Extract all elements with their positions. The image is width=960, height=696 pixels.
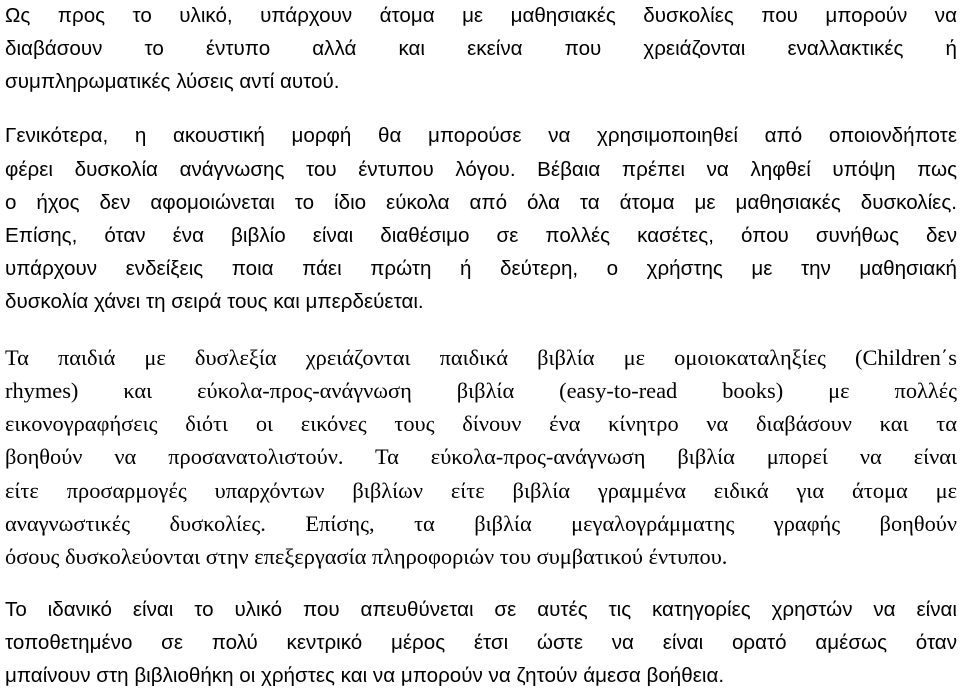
text-line: τοποθετημένο σε πολύ κεντρικό μέρος έτσι ώστε να είναι ορατό αμέσως όταν bbox=[5, 631, 957, 654]
text-line: Επίσης, όταν ένα βιβλίο είναι διαθέσιμο σε πολλές κασέτες, όπου συνήθως δεν bbox=[5, 224, 957, 247]
text-line: Το ιδανικό είναι το υλικό που απευθύνεται σε αυτές τις κατηγορίες χρηστών να είναι bbox=[5, 598, 957, 621]
text-line: διαβάσουν το έντυπο αλλά και εκείνα που χρειάζονται εναλλακτικές ή bbox=[5, 37, 957, 60]
text-line: Ως προς το υλικό, υπάρχουν άτομα με μαθησιακές δυσκολίες που μπορούν να bbox=[5, 4, 957, 27]
text-line: rhymes) και εύκολα-προς-ανάγνωση βιβλία (easy-to-read books) με πολλές bbox=[5, 378, 957, 403]
text-line: Τα παιδιά με δυσλεξία χρειάζονται παιδικά βιβλία με ομοιοκαταληξίες (Children΄s bbox=[5, 345, 957, 370]
text-line: εικονογραφήσεις διότι οι εικόνες τους δίνουν ένα κίνητρο να διαβάσουν και τα bbox=[5, 411, 957, 436]
text-line: υπάρχουν ενδείξεις ποια πάει πρώτη ή δεύτερη, ο χρήστης με την μαθησιακή bbox=[5, 257, 957, 280]
text-line: δυσκολία χάνει τη σειρά τους και μπερδεύεται. bbox=[5, 290, 424, 313]
text-line: είτε προσαρμογές υπαρχόντων βιβλίων είτε βιβλία γραμμένα ειδικά για άτομα με bbox=[5, 478, 957, 503]
text-line: φέρει δυσκολία ανάγνωσης του έντυπου λόγου. Βέβαια πρέπει να ληφθεί υπόψη πως bbox=[5, 158, 957, 181]
text-line: όσους δυσκολεύονται στην επεξεργασία πληροφοριών του συμβατικού έντυπου. bbox=[5, 544, 728, 569]
text-line: συμπληρωματικές λύσεις αντί αυτού. bbox=[5, 70, 340, 93]
text-line: Γενικότερα, η ακουστική μορφή θα μπορούσε να χρησιμοποιηθεί από οποιονδήποτε bbox=[5, 124, 957, 147]
text-line: μπαίνουν στη βιβλιοθήκη οι χρήστες και να μπορούν να ζητούν άμεσα βοήθεια. bbox=[5, 664, 725, 687]
text-line: βοηθούν να προσανατολιστούν. Τα εύκολα-προς-ανάγνωση βιβλία μπορεί να είναι bbox=[5, 444, 957, 469]
text-line: αναγνωστικές δυσκολίες. Επίσης, τα βιβλία μεγαλογράμματης γραφής βοηθούν bbox=[5, 511, 957, 536]
text-line: ο ήχος δεν αφομοιώνεται το ίδιο εύκολα από όλα τα άτομα με μαθησιακές δυσκολίες. bbox=[5, 191, 957, 214]
